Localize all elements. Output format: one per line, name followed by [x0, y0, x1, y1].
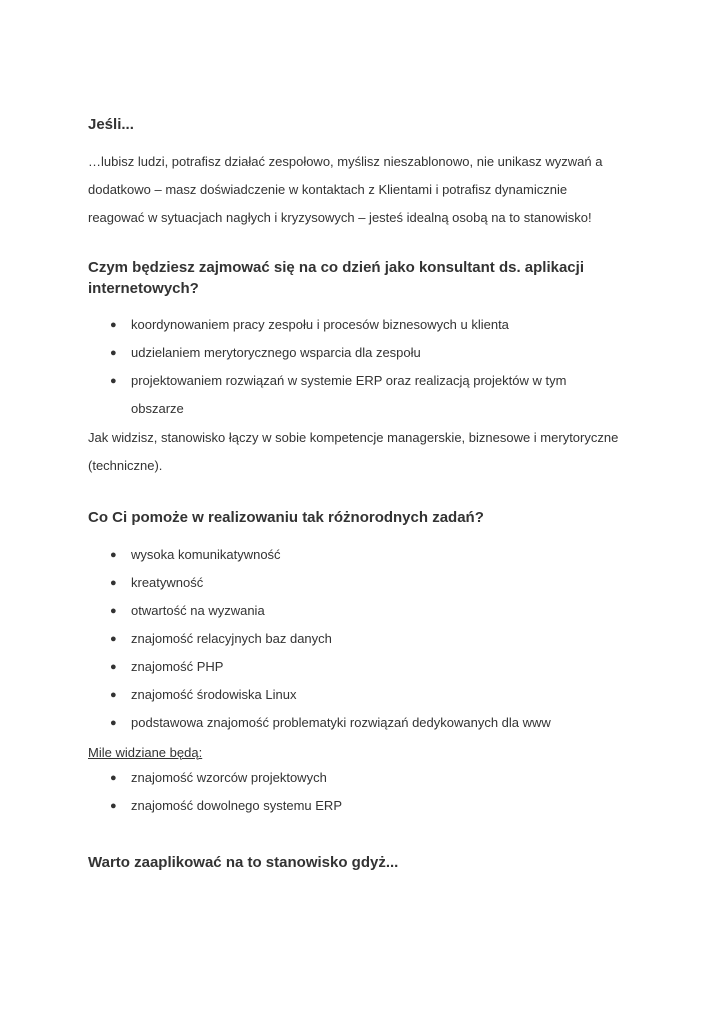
bullet-icon: ● [110, 577, 117, 589]
list-item-text: znajomość PHP [131, 659, 224, 674]
list-item-text: znajomość dowolnego systemu ERP [131, 798, 342, 813]
intro-line-2: dodatkowo – masz doświadczenie w kontaktach z Klientami i potrafisz dynamicznie [88, 182, 568, 197]
bullet-icon: ● [110, 347, 117, 359]
list-item [88, 792, 648, 820]
intro-paragraph [88, 148, 648, 232]
list-item [88, 541, 648, 569]
list-item [88, 625, 648, 653]
heading-duties-line-1: Czym będziesz zajmować się na co dzień jako konsultant ds. aplikacji [88, 259, 584, 276]
list-item [88, 681, 648, 709]
intro-line-1: …lubisz ludzi, potrafisz działać zespołowo, myślisz nieszablonowo, nie unikasz wyzwań a [88, 154, 603, 169]
nice-to-have-label: Mile widziane będą: [88, 745, 203, 760]
bullet-icon: ● [110, 689, 117, 701]
summary-line-2: (techniczne). [88, 458, 163, 473]
list-item [88, 653, 648, 681]
bullet-icon: ● [110, 772, 117, 784]
bullet-icon: ● [110, 319, 117, 331]
list-item-text: znajomość środowiska Linux [131, 687, 297, 702]
list-item [88, 367, 648, 395]
list-item-text: koordynowaniem pracy zespołu i procesów biznesowych u klienta [131, 317, 509, 332]
list-item [88, 764, 648, 792]
nice-to-have-list [88, 764, 648, 820]
bullet-icon: ● [110, 633, 117, 645]
heading-jesli: Jeśli... [88, 116, 134, 133]
bullet-icon: ● [110, 375, 117, 387]
list-item-text: znajomość relacyjnych baz danych [131, 631, 332, 646]
bullet-icon: ● [110, 661, 117, 673]
list-item [88, 339, 648, 367]
list-item-text: obszarze [131, 401, 184, 416]
duties-list [88, 311, 648, 423]
bullet-icon: ● [110, 717, 117, 729]
bullet-icon: ● [110, 800, 117, 812]
summary-paragraph [88, 424, 648, 480]
list-item-text: kreatywność [131, 575, 204, 590]
list-item-continuation [88, 395, 648, 423]
heading-duties-line-2: internetowych? [88, 280, 199, 297]
list-item-text: udzielaniem merytorycznego wsparcia dla zespołu [131, 345, 421, 360]
list-item [88, 709, 648, 737]
list-item-text: wysoka komunikatywność [131, 547, 281, 562]
heading-skills: Co Ci pomoże w realizowaniu tak różnorodnych zadań? [88, 509, 484, 526]
list-item-text: znajomość wzorców projektowych [131, 770, 327, 785]
heading-why-apply: Warto zaaplikować na to stanowisko gdyż... [88, 854, 399, 871]
list-item-text: otwartość na wyzwania [131, 603, 265, 618]
list-item-text: podstawowa znajomość problematyki rozwiązań dedykowanych dla www [131, 715, 551, 730]
list-item [88, 597, 648, 625]
list-item [88, 569, 648, 597]
skills-list [88, 541, 648, 737]
bullet-icon: ● [110, 605, 117, 617]
bullet-icon: ● [110, 549, 117, 561]
summary-line-1: Jak widzisz, stanowisko łączy w sobie kompetencje managerskie, biznesowe i merytoryczne [88, 430, 619, 445]
intro-line-3: reagować w sytuacjach nagłych i kryzysowych – jesteś idealną osobą na to stanowisko! [88, 210, 592, 225]
list-item-text: projektowaniem rozwiązań w systemie ERP oraz realizacją projektów w tym [131, 373, 567, 388]
heading-duties [88, 257, 648, 299]
list-item [88, 311, 648, 339]
